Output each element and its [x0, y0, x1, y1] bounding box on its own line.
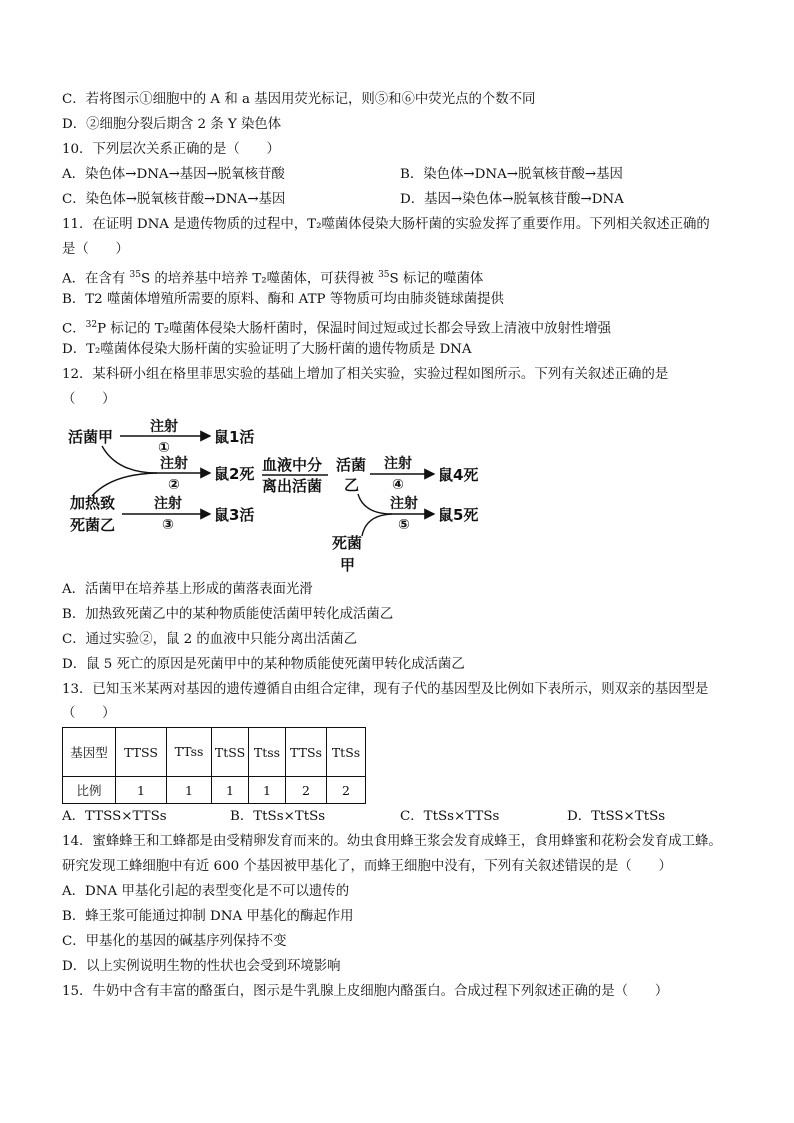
mouse-3: 鼠3活	[214, 506, 255, 524]
curve-heat-b	[92, 473, 157, 496]
table-cell: TTSs	[286, 728, 327, 777]
table-cell: TtSs	[327, 728, 366, 777]
blood-separate-line2: 离出活菌	[262, 477, 323, 495]
q13-stem-line2: （ ）	[62, 706, 116, 721]
step-3-label: ③	[162, 517, 174, 533]
curve-dead-a	[362, 514, 392, 536]
q12-stem-line1: 12．某科研小组在格里菲思实验的基础上增加了相关实验，实验过程如图所示。下列有关叙述正确的是	[62, 367, 669, 382]
q9-option-d: D．②细胞分裂后期含 2 条 Y 染色体	[62, 117, 282, 132]
q11-stem-line2: 是（ ）	[62, 242, 129, 257]
q12-option-d: D．鼠 5 死亡的原因是死菌甲中的某种物质能使死菌甲转化成活菌乙	[62, 657, 465, 672]
q11-option-d: D．T₂噬菌体侵染大肠杆菌的实验证明了大肠杆菌的遗传物质是 DNA	[62, 342, 472, 357]
q11-option-b: B．T2 噬菌体增殖所需要的原料、酶和 ATP 等物质可均由肺炎链球菌提供	[62, 292, 504, 307]
q12-option-c: C．通过实验②，鼠 2 的血液中只能分离出活菌乙	[62, 632, 358, 647]
inject-label-1: 注射	[150, 419, 178, 435]
q9-option-c: C．若将图示①细胞中的 A 和 a 基因用荧光标记，则⑤和⑥中荧光点的个数不同	[62, 92, 536, 107]
q11-option-a-sup1: 35	[129, 270, 141, 280]
q11-option-c-text2: P 标记的 T₂噬菌体侵染大肠杆菌时，保温时间过短或过长都会导致上清液中放射性增强	[97, 321, 611, 337]
q13-option-b: B．TtSs×TtSs	[230, 809, 326, 824]
q13-stem-line1: 13．已知玉米某两对基因的遗传遵循自由组合定律，现有子代的基因型及比例如下表所示，则双亲的基因型是	[62, 682, 709, 697]
table-cell: Ttss	[249, 728, 286, 777]
table-row-ratio	[63, 777, 366, 804]
q14-option-c: C．甲基化的基因的碱基序列保持不变	[62, 934, 287, 949]
q10-option-b: B．染色体→DNA→脱氧核苷酸→基因	[400, 167, 623, 182]
step-5-label: ⑤	[398, 517, 410, 533]
table-cell: 2	[327, 777, 366, 804]
q14-option-b: B．蜂王浆可能通过抑制 DNA 甲基化的酶起作用	[62, 909, 354, 924]
diagram-heat-b-line1: 加热致	[70, 494, 116, 512]
table-cell: TTss	[167, 728, 212, 777]
table-cell: 1	[167, 777, 212, 804]
inject-label-3: 注射	[154, 496, 182, 512]
q12-option-b: B．加热致死菌乙中的某种物质能使活菌甲转化成活菌乙	[62, 607, 394, 622]
table-cell: TtSS	[212, 728, 249, 777]
diagram-dead-a-line2: 甲	[340, 556, 356, 574]
diagram-heat-b-line2: 死菌乙	[70, 516, 116, 534]
inject-label-2: 注射	[160, 456, 188, 472]
table-cell: TTSS	[116, 728, 167, 777]
diagram-live-b-line1: 活菌	[336, 456, 367, 474]
q13-option-d: D．TtSS×TtSs	[567, 809, 666, 824]
mouse-1: 鼠1活	[214, 428, 255, 446]
genotype-table	[62, 727, 366, 804]
q12-option-a: A．活菌甲在培养基上形成的菌落表面光滑	[62, 582, 313, 597]
q11-option-a-text2: S 的培养基中培养 T₂噬菌体，可获得被	[140, 271, 379, 287]
q11-stem-line1: 11．在证明 DNA 是遗传物质的过程中，T₂噬菌体侵染大肠杆菌的实验发挥了重要作用。下列相关叙述正确的	[62, 217, 710, 232]
q13-options-row	[62, 807, 762, 827]
step-2-label: ②	[168, 477, 180, 493]
mouse-5: 鼠5死	[438, 506, 479, 524]
table-header-genotype: 基因型	[63, 728, 116, 777]
q11-option-a-text3: S 标记的噬菌体	[389, 271, 484, 287]
q11-option-c-sup: 32	[85, 320, 98, 330]
q10-option-d: D．基因→染色体→脱氧核苷酸→DNA	[400, 192, 624, 207]
q10-options-row1	[62, 165, 762, 185]
q14-option-d: D．以上实例说明生物的性状也会受到环境影响	[62, 959, 341, 974]
q11-option-c	[62, 315, 754, 339]
mouse-4: 鼠4死	[438, 466, 479, 484]
table-cell: 1	[116, 777, 167, 804]
q10-stem: 10．下列层次关系正确的是（ ）	[62, 142, 280, 157]
step-4-label: ④	[392, 477, 404, 493]
q12-stem-line2: （ ）	[62, 392, 116, 407]
blood-separate-line1: 血液中分	[262, 456, 323, 474]
inject-label-4: 注射	[384, 456, 412, 472]
diagram-live-b-line2: 乙	[344, 476, 360, 494]
q13-option-a: A．TTSS×TTSs	[62, 809, 167, 824]
q15-stem: 15．牛奶中含有丰富的酪蛋白，图示是牛乳腺上皮细胞内酪蛋白。合成过程下列叙述正确的是（ ）	[62, 984, 669, 999]
q13-option-c: C．TtSs×TTSs	[400, 809, 500, 824]
q14-option-a: A．DNA 甲基化引起的表型变化是不可以遗传的	[62, 884, 350, 899]
q11-option-c-text1: C．	[62, 321, 86, 337]
q14-stem-line2: 研究发现工蜂细胞中有近 600 个基因被甲基化了，而蜂王细胞中没有，下列有关叙述错误的是（ ）	[62, 859, 672, 874]
q11-option-a	[62, 265, 754, 289]
q10-options-row2	[62, 190, 762, 210]
table-cell: 1	[249, 777, 286, 804]
q10-option-a: A．染色体→DNA→基因→脱氧核苷酸	[62, 167, 285, 182]
diagram-dead-a-line1: 死菌	[332, 534, 363, 552]
inject-label-5: 注射	[390, 496, 418, 512]
table-cell: 1	[212, 777, 249, 804]
q14-stem-line1: 14．蜜蜂蜂王和工蜂都是由受精卵发育而来的。幼虫食用蜂王浆会发育成蜂王，食用蜂蜜和花粉会发育成工蜂。	[62, 834, 722, 849]
table-row-genotype	[63, 728, 366, 777]
q11-option-a-text1: A．在含有	[62, 271, 130, 287]
diagram-live-a: 活菌甲	[68, 428, 114, 446]
table-header-ratio: 比例	[63, 777, 116, 804]
q11-option-a-sup2: 35	[378, 270, 390, 280]
table-cell: 2	[286, 777, 327, 804]
q10-option-c: C．染色体→脱氧核苷酸→DNA→基因	[62, 192, 286, 207]
curve-live-a	[102, 446, 157, 473]
step-1-label: ①	[158, 440, 170, 456]
curve-live-b	[358, 494, 392, 514]
mouse-2: 鼠2死	[214, 465, 255, 483]
griffith-experiment-diagram	[62, 418, 492, 578]
